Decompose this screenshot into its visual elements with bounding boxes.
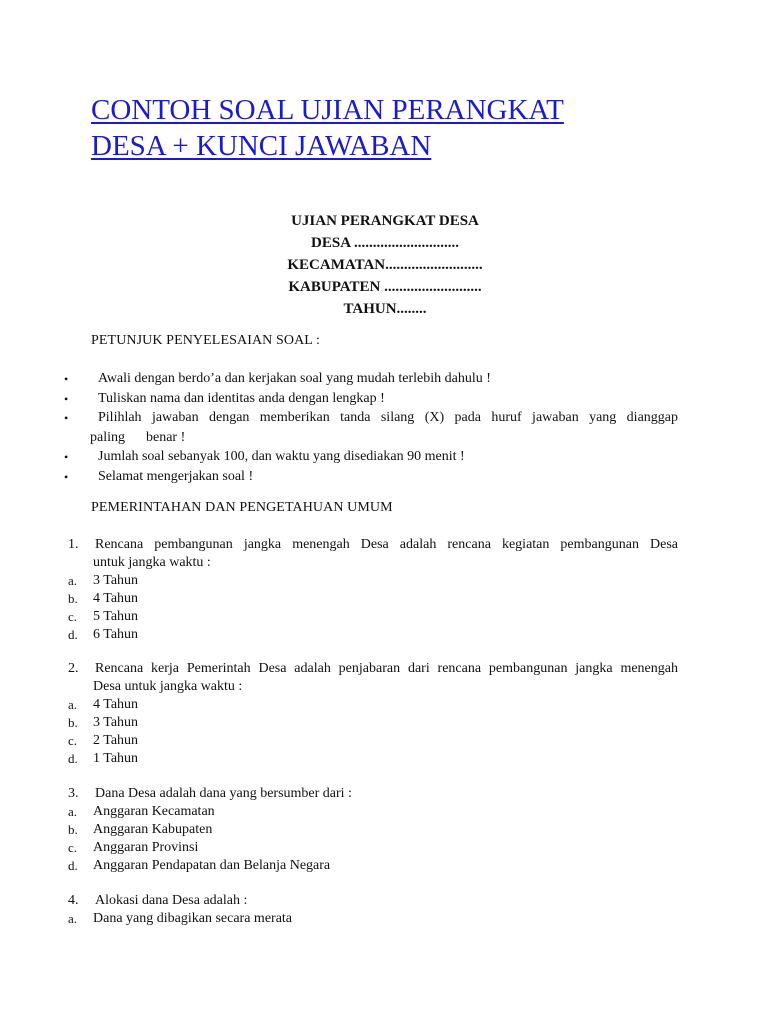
bullet-icon: • bbox=[64, 391, 69, 406]
option-b bbox=[68, 714, 678, 732]
question-2 bbox=[68, 660, 678, 768]
option-text: Anggaran Pendapatan dan Belanja Negara bbox=[93, 858, 331, 873]
question-stem bbox=[68, 785, 678, 803]
option-text: 1 Tahun bbox=[93, 751, 139, 766]
list-item bbox=[64, 448, 678, 466]
instructions-heading: PETUNJUK PENYELESAIAN SOAL : bbox=[91, 333, 321, 348]
option-letter: d. bbox=[68, 858, 78, 873]
option-text: 4 Tahun bbox=[93, 591, 139, 606]
bullet-icon: • bbox=[64, 372, 69, 386]
exam-title: UJIAN PERANGKAT DESA bbox=[291, 213, 479, 229]
instructions-list bbox=[64, 370, 678, 487]
question-text: untuk jangka waktu : bbox=[93, 555, 211, 570]
option-text: 6 Tahun bbox=[93, 627, 139, 642]
question-text: Alokasi dana Desa adalah : bbox=[95, 893, 248, 908]
kabupaten-field: KABUPATEN .......................... bbox=[288, 279, 482, 295]
title-line-2: DESA + KUNCI JAWABAN bbox=[91, 130, 432, 162]
option-d bbox=[68, 626, 678, 644]
option-text: 3 Tahun bbox=[93, 715, 139, 730]
instruction-text: Pilihlah jawaban dengan memberikan tanda silang (X) pada huruf jawaban yang dianggap bbox=[98, 410, 678, 425]
option-text: 5 Tahun bbox=[93, 609, 139, 624]
option-letter: b. bbox=[68, 715, 78, 730]
question-number: 3. bbox=[68, 786, 79, 801]
option-letter: b. bbox=[68, 822, 78, 837]
question-text: Rencana kerja Pemerintah Desa adalah penjabaran dari rencana pembangunan jangka menengah bbox=[95, 661, 678, 676]
question-number: 2. bbox=[68, 661, 79, 676]
kecamatan-field: KECAMATAN.......................... bbox=[287, 257, 483, 273]
bullet-icon: • bbox=[64, 469, 69, 484]
instruction-text: Selamat mengerjakan soal ! bbox=[98, 468, 254, 484]
option-text: Anggaran Kecamatan bbox=[93, 804, 215, 819]
option-d bbox=[68, 750, 678, 768]
question-stem-continuation bbox=[68, 678, 678, 696]
list-item bbox=[64, 409, 678, 427]
option-letter: c. bbox=[68, 609, 78, 624]
question-number: 4. bbox=[68, 893, 79, 908]
question-3 bbox=[68, 785, 678, 875]
option-text: 3 Tahun bbox=[93, 573, 139, 588]
option-c bbox=[68, 732, 678, 750]
question-stem-continuation bbox=[68, 554, 678, 572]
option-letter: b. bbox=[68, 591, 78, 606]
exam-header bbox=[180, 210, 590, 320]
option-b bbox=[68, 821, 678, 839]
question-text: Rencana pembangunan jangka menengah Desa adalah rencana kegiatan pembangunan Desa bbox=[95, 537, 678, 552]
option-a bbox=[68, 803, 678, 821]
section-heading: PEMERINTAHAN DAN PENGETAHUAN UMUM bbox=[91, 500, 393, 515]
desa-field: DESA ............................ bbox=[311, 235, 459, 251]
title-line-1: CONTOH SOAL UJIAN PERANGKAT bbox=[91, 94, 564, 126]
option-c bbox=[68, 608, 678, 626]
option-a bbox=[68, 910, 678, 928]
question-4 bbox=[68, 892, 678, 928]
instruction-text: Awali dengan berdo’a dan kerjakan soal yang mudah terlebih dahulu ! bbox=[98, 371, 491, 386]
bullet-icon: • bbox=[64, 450, 69, 464]
option-text: Anggaran Provinsi bbox=[93, 840, 199, 855]
page-title[interactable] bbox=[91, 92, 691, 164]
option-a bbox=[68, 572, 678, 590]
question-text: Dana Desa adalah dana yang bersumber dari : bbox=[95, 786, 352, 801]
question-stem bbox=[68, 660, 678, 678]
question-stem bbox=[68, 536, 678, 554]
instruction-text: Jumlah soal sebanyak 100, dan waktu yang disediakan 90 menit ! bbox=[98, 449, 465, 464]
question-text: Desa untuk jangka waktu : bbox=[93, 679, 243, 694]
question-stem bbox=[68, 892, 678, 910]
question-number: 1. bbox=[68, 537, 79, 552]
question-1 bbox=[68, 536, 678, 644]
option-letter: a. bbox=[68, 573, 78, 588]
option-letter: d. bbox=[68, 627, 78, 642]
option-c bbox=[68, 839, 678, 857]
option-text: 4 Tahun bbox=[93, 697, 139, 712]
option-letter: d. bbox=[68, 751, 78, 766]
option-letter: c. bbox=[68, 840, 78, 855]
option-text: Dana yang dibagikan secara merata bbox=[93, 911, 293, 926]
instruction-text: paling benar ! bbox=[90, 429, 186, 445]
instruction-text: Tuliskan nama dan identitas anda dengan lengkap ! bbox=[98, 390, 385, 406]
option-letter: a. bbox=[68, 911, 78, 926]
option-text: 2 Tahun bbox=[93, 733, 139, 748]
option-letter: c. bbox=[68, 733, 78, 748]
bullet-icon: • bbox=[64, 411, 69, 425]
option-a bbox=[68, 696, 678, 714]
list-item bbox=[64, 390, 678, 408]
list-item bbox=[64, 468, 678, 486]
list-item bbox=[64, 370, 678, 388]
option-letter: a. bbox=[68, 804, 78, 819]
option-letter: a. bbox=[68, 697, 78, 712]
option-text: Anggaran Kabupaten bbox=[93, 822, 213, 837]
option-d bbox=[68, 857, 678, 875]
option-b bbox=[68, 590, 678, 608]
tahun-field: TAHUN........ bbox=[343, 301, 427, 317]
list-item-continuation bbox=[64, 429, 678, 447]
